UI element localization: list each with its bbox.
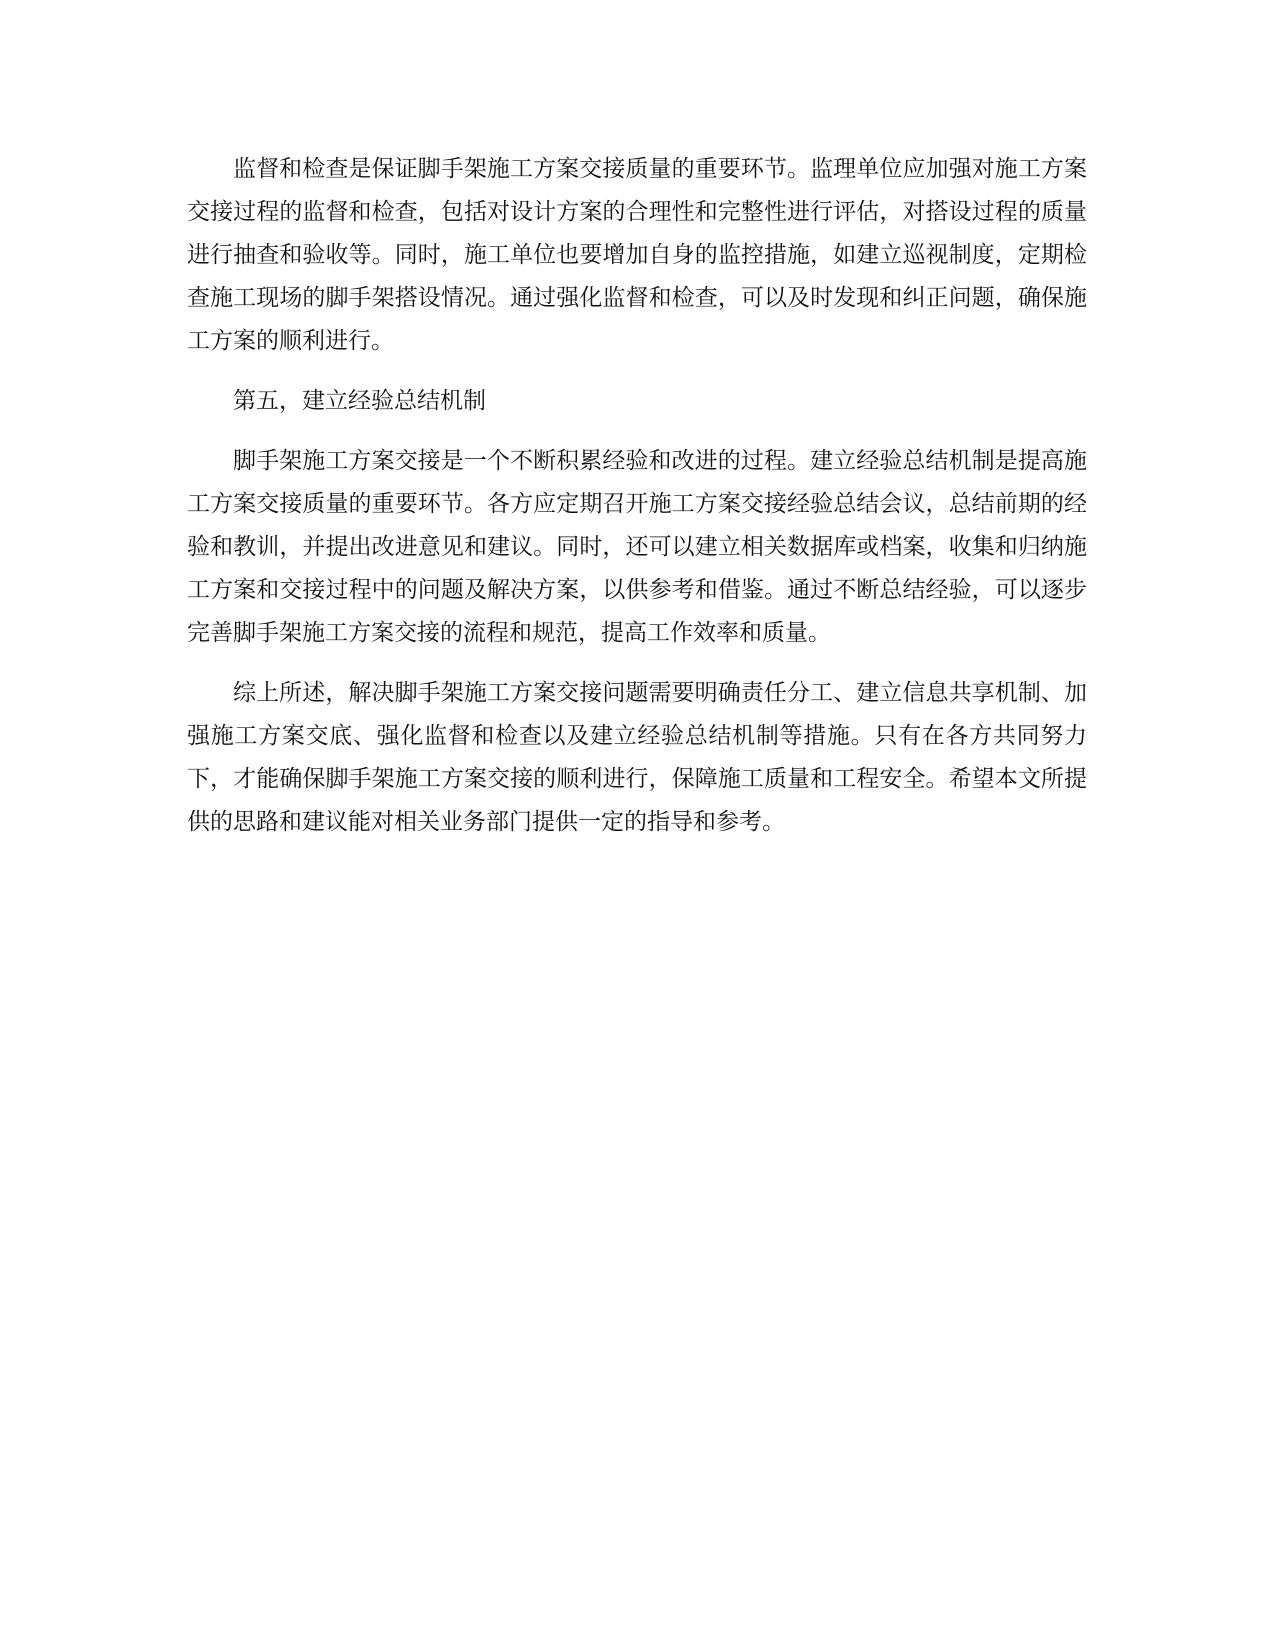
document-body: [187, 148, 1087, 861]
paragraph-supervision: 监督和检查是保证脚手架施工方案交接质量的重要环节。监理单位应加强对施工方案交接过程的监督和检查，包括对设计方案的合理性和完整性进行评估，对搭设过程的质量进行抽查和验收等。同时，施工单位也要增加自身的监控措施，如建立巡视制度，定期检查施工现场的脚手架搭设情况。通过强化监督和检查，可以及时发现和纠正问题，确保施工方案的顺利进行。: [187, 156, 1087, 354]
paragraph-conclusion: 综上所述，解决脚手架施工方案交接问题需要明确责任分工、建立信息共享机制、加强施工方案交底、强化监督和检查以及建立经验总结机制等措施。只有在各方共同努力下，才能确保脚手架施工方案交接的顺利进行，保障施工质量和工程安全。希望本文所提供的思路和建议能对相关业务部门提供一定的指导和参考。: [187, 680, 1087, 835]
paragraph-experience-summary: 脚手架施工方案交接是一个不断积累经验和改进的过程。建立经验总结机制是提高施工方案交接质量的重要环节。各方应定期召开施工方案交接经验总结会议，总结前期的经验和教训，并提出改进意见和建议。同时，还可以建立相关数据库或档案，收集和归纳施工方案和交接过程中的问题及解决方案，以供参考和借鉴。通过不断总结经验，可以逐步完善脚手架施工方案交接的流程和规范，提高工作效率和质量。: [187, 448, 1087, 646]
section-heading-fifth: 第五，建立经验总结机制: [233, 388, 486, 414]
